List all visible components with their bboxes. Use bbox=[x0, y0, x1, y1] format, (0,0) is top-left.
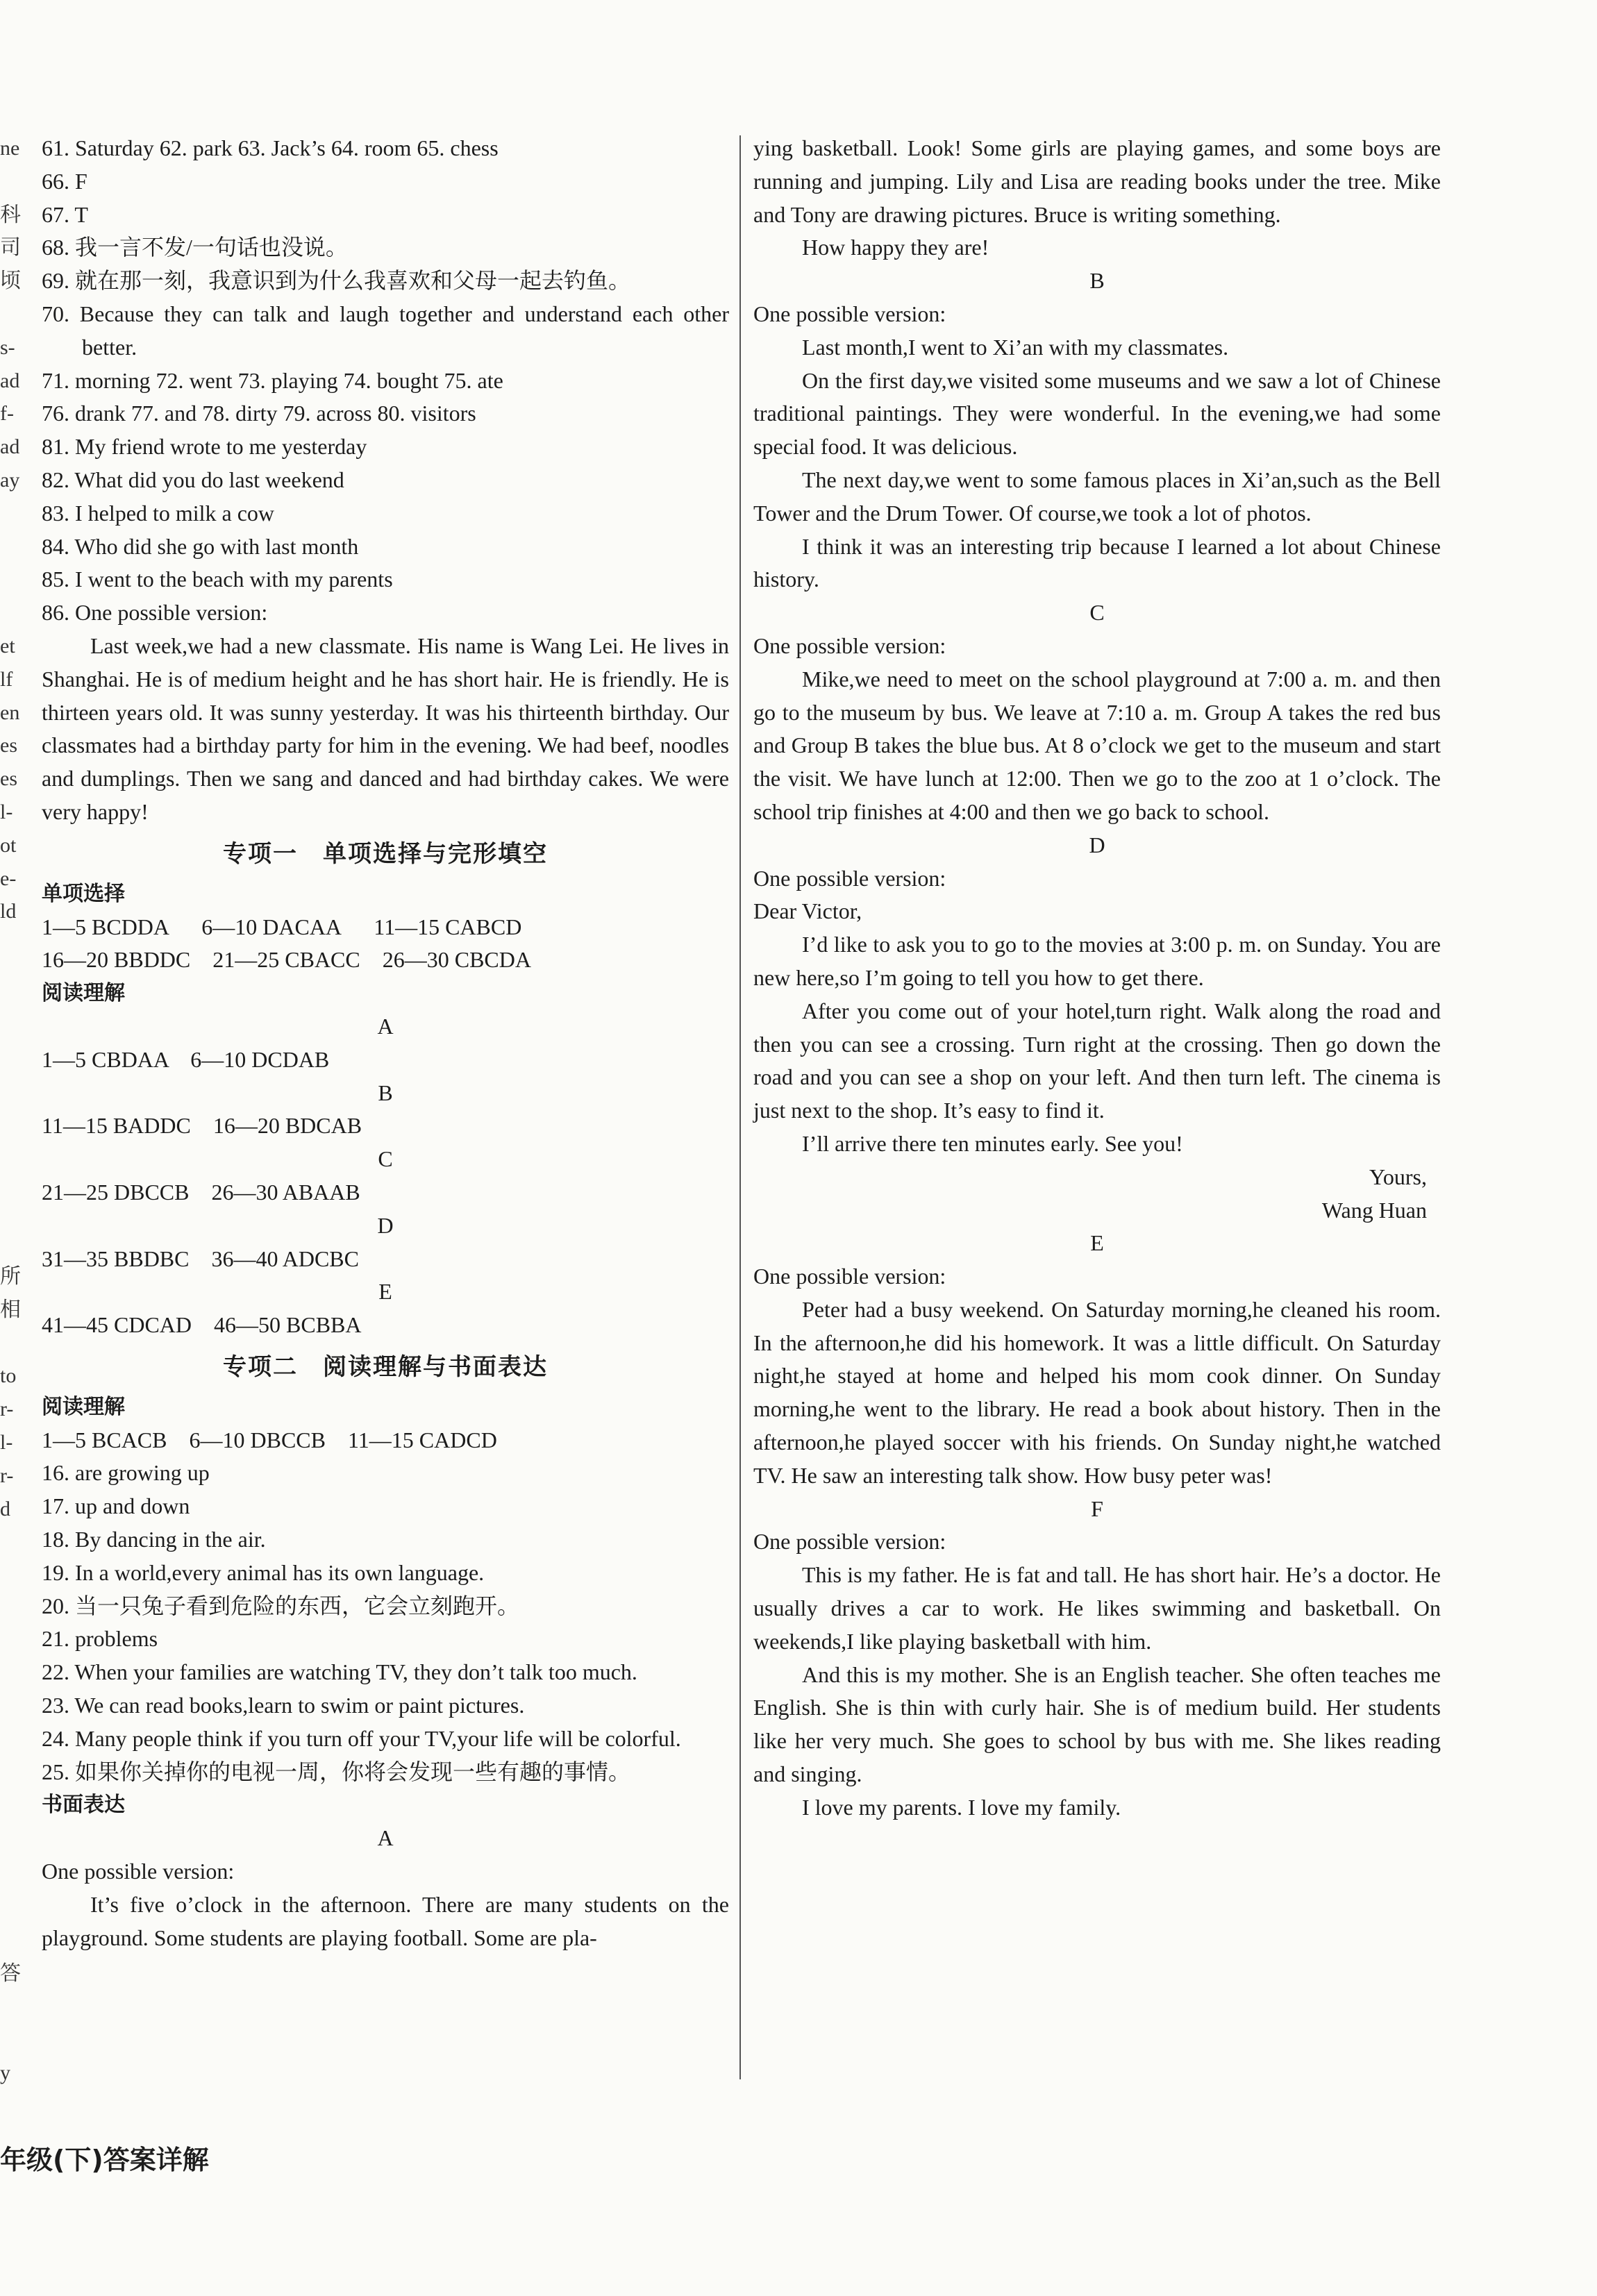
writing-f-paragraph: This is my father. He is fat and tall. He has short hair. He’s a doctor. He usually drives a car to work. He likes swimming and basketball. On weekends,I like playing basketball with him. bbox=[753, 1562, 1441, 1654]
answer-83: 83. I helped to milk a cow bbox=[42, 500, 275, 526]
writing-b-paragraph: The next day,we went to some famous places in Xi’an,such as the Bell Tower and the Drum Tower. Of course,we took a lot of photos. bbox=[753, 467, 1441, 526]
writing-d-paragraph: After you come out of your hotel,turn right. Walk along the road and then you can see a crossing. Turn right at the crossing. Then go down the road and you can see a shop on your left. And then turn left. The cinema is just next to the shop. It’s easy to find it. bbox=[753, 998, 1441, 1123]
essay-86: Last week,we had a new classmate. His name is Wang Lei. He lives in Shanghai. He is of medium height and he has short hair. He is friendly. He is thirteen years old. It was sunny yesterday. It was his thirteenth birthday. Our classmates had a birthday party for him in the evening. We had beef, noodles and dumplings. Then we sang and danced and had birthday cakes. We were very happy! bbox=[42, 632, 729, 824]
writing-f-intro: One possible version: bbox=[753, 1529, 946, 1555]
page-footer-title: 年级(下)答案详解 bbox=[0, 2145, 209, 2175]
section-2-title: 专项二 阅读理解与书面表达 bbox=[223, 1352, 548, 1381]
edge-fragment bbox=[0, 1028, 18, 1062]
answer-row-61-65: 61. Saturday 62. park 63. Jack’s 64. room 65. chess bbox=[42, 135, 499, 160]
answer-86-label: 86. One possible version: bbox=[42, 600, 268, 626]
column-divider bbox=[739, 135, 741, 2079]
writing-a-intro: One possible version: bbox=[42, 1859, 235, 1884]
edge-fragment bbox=[0, 1991, 18, 2024]
edge-fragment bbox=[0, 1891, 18, 1924]
edge-fragment bbox=[0, 1094, 18, 1128]
writing-b-paragraph: Last month,I went to Xi’an with my classmates. bbox=[802, 334, 1229, 360]
section-1-mc-row: 1—5 BCDDA 6—10 DACAA 11—15 CABCD bbox=[42, 914, 522, 939]
answer-19: 19. In a world,every animal has its own language. bbox=[42, 1559, 485, 1585]
writing-d-intro: One possible version: bbox=[753, 865, 946, 891]
edge-fragment bbox=[0, 928, 18, 962]
answer-84: 84. Who did she go with last month bbox=[42, 533, 359, 559]
reading-group-letter: E bbox=[378, 1279, 392, 1305]
answer-16: 16. are growing up bbox=[42, 1460, 210, 1486]
reading-group-row: 21—25 DBCCB 26—30 ABAAB bbox=[42, 1179, 360, 1205]
edge-fragment: l- bbox=[0, 1431, 13, 1455]
edge-fragment bbox=[0, 298, 18, 331]
edge-fragment: 司 bbox=[0, 236, 21, 260]
writing-d-paragraph: I’ll arrive there ten minutes early. See you! bbox=[802, 1130, 1183, 1156]
answer-18: 18. By dancing in the air. bbox=[42, 1527, 266, 1552]
edge-fragment: ad bbox=[0, 435, 20, 459]
edge-fragment bbox=[0, 1525, 18, 1559]
answer-25: 25. 如果你关掉你的电视一周，你将会发现一些有趣的事情。 bbox=[42, 1759, 631, 1784]
edge-fragment: en bbox=[0, 701, 20, 724]
writing-e-letter: E bbox=[1090, 1230, 1104, 1256]
edge-fragment bbox=[0, 1659, 18, 1692]
edge-fragment: 顷 bbox=[0, 269, 21, 293]
edge-fragment bbox=[0, 1924, 18, 1957]
writing-f-paragraph: And this is my mother. She is an English teacher. She often teaches me English. She is thin with curly hair. She is of medium build. Her students like her very much. She goes to school by bus with me. She likes reading and singing. bbox=[753, 1661, 1441, 1787]
reading-group-letter: B bbox=[378, 1080, 393, 1105]
section-2-reading-title: 阅读理解 bbox=[42, 1394, 125, 1419]
section-2-row-1-15: 1—5 BCACB 6—10 DBCCB 11—15 CADCD bbox=[42, 1427, 497, 1452]
edge-fragment: ld bbox=[0, 900, 17, 923]
edge-fragment: r- bbox=[0, 1464, 14, 1487]
edge-fragment bbox=[0, 1625, 18, 1659]
edge-fragment bbox=[0, 1592, 18, 1625]
answer-70: 70. Because they can talk and laugh together and understand each other better. bbox=[42, 301, 729, 360]
edge-fragment: ay bbox=[0, 468, 20, 492]
reading-group-row: 31—35 BBDBC 36—40 ADCBC bbox=[42, 1246, 359, 1271]
reading-group-letter: C bbox=[378, 1146, 393, 1172]
edge-fragment bbox=[0, 1758, 18, 1791]
answer-20: 20. 当一只兔子看到危险的东西，它会立刻跑开。 bbox=[42, 1593, 520, 1618]
edge-fragment bbox=[0, 1161, 18, 1194]
edge-fragment bbox=[0, 1559, 18, 1592]
edge-fragment bbox=[0, 1194, 18, 1227]
edge-fragment bbox=[0, 2023, 18, 2056]
edge-fragment: ot bbox=[0, 833, 17, 857]
writing-d-paragraph: I’d like to ask you to go to the movies at 3:00 p. m. on Sunday. You are new here,so I’m going to tell you how to get there. bbox=[753, 932, 1441, 990]
letter-closing: Yours, bbox=[1369, 1164, 1427, 1189]
answer-68: 68. 我一言不发/一句话也没说。 bbox=[42, 235, 348, 260]
edge-fragment bbox=[0, 1791, 18, 1825]
section-1-mc-row: 16—20 BBDDC 21—25 CBACC 26—30 CBCDA bbox=[42, 947, 531, 973]
edge-fragment: 相 bbox=[0, 1298, 21, 1321]
writing-f-paragraph: I love my parents. I love my family. bbox=[802, 1794, 1121, 1820]
edge-fragment bbox=[0, 1857, 18, 1891]
writing-f-letter: F bbox=[1091, 1495, 1103, 1521]
edge-fragment bbox=[0, 530, 18, 564]
left-column bbox=[42, 132, 729, 1954]
answer-row-76-80: 76. drank 77. and 78. dirty 79. across 80. visitors bbox=[42, 401, 476, 426]
writing-a-ending: How happy they are! bbox=[802, 235, 989, 260]
answer-81: 81. My friend wrote to me yesterday bbox=[42, 434, 367, 460]
writing-a-letter: A bbox=[377, 1825, 394, 1851]
writing-e-paragraph: Peter had a busy weekend. On Saturday morning,he cleaned his room. In the afternoon,he did his homework. It was a little difficult. On Saturday night,he stayed at home and helped his mom cook dinner. On Sunday morning,he went to the library. He read a book about history. Then in the afternoon,he played soccer with his friends. On Sunday night,he watched TV. He saw an interesting talk show. How busy peter was! bbox=[753, 1296, 1441, 1488]
section-1-reading-title: 阅读理解 bbox=[42, 981, 125, 1006]
answer-69: 69. 就在那一刻，我意识到为什么我喜欢和父母一起去钓鱼。 bbox=[42, 268, 631, 294]
answer-21: 21. problems bbox=[42, 1626, 158, 1652]
right-column bbox=[753, 132, 1441, 1825]
answer-66: 66. F bbox=[42, 168, 87, 194]
edge-fragment: ad bbox=[0, 369, 20, 392]
edge-fragment bbox=[0, 1825, 18, 1858]
edge-fragment bbox=[0, 563, 18, 596]
edge-fragment bbox=[0, 1128, 18, 1161]
edge-fragment bbox=[0, 1725, 18, 1758]
letter-greeting: Dear Victor, bbox=[753, 898, 862, 924]
reading-group-letter: D bbox=[377, 1212, 394, 1238]
cropped-edge-text bbox=[0, 132, 21, 2090]
edge-fragment bbox=[0, 1227, 18, 1260]
section-1-mc-title: 单项选择 bbox=[42, 881, 125, 906]
edge-fragment: lf bbox=[0, 667, 13, 691]
edge-fragment: 答 bbox=[0, 1961, 21, 1985]
edge-fragment: y bbox=[0, 2061, 10, 2085]
edge-fragment: es bbox=[0, 767, 17, 791]
writing-d-letter: D bbox=[1089, 832, 1105, 857]
writing-c-intro: One possible version: bbox=[753, 632, 946, 658]
answer-85: 85. I went to the beach with my parents bbox=[42, 567, 393, 592]
edge-fragment bbox=[0, 497, 18, 530]
edge-fragment: f- bbox=[0, 402, 14, 426]
edge-fragment bbox=[0, 1691, 18, 1725]
edge-fragment bbox=[0, 995, 18, 1028]
edge-fragment: s- bbox=[0, 335, 15, 359]
edge-fragment: d bbox=[0, 1497, 10, 1520]
writing-b-intro: One possible version: bbox=[753, 301, 946, 326]
writing-title: 书面表达 bbox=[42, 1793, 125, 1818]
edge-fragment bbox=[0, 596, 18, 630]
writing-b-letter: B bbox=[1089, 268, 1105, 294]
edge-fragment: 科 bbox=[0, 203, 21, 226]
writing-b-paragraph: I think it was an interesting trip because I learned a lot about Chinese history. bbox=[753, 533, 1441, 592]
reading-group-row: 11—15 BADDC 16—20 BDCAB bbox=[42, 1113, 362, 1139]
writing-c-letter: C bbox=[1089, 600, 1105, 626]
reading-group-letter: A bbox=[377, 1013, 394, 1039]
reading-group-row: 41—45 CDCAD 46—50 BCBBA bbox=[42, 1312, 362, 1338]
reading-group-row: 1—5 CBDAA 6—10 DCDAB bbox=[42, 1046, 330, 1072]
answer-23: 23. We can read books,learn to swim or paint pictures. bbox=[42, 1693, 525, 1718]
edge-fragment bbox=[0, 165, 18, 199]
writing-c-paragraph: Mike,we need to meet on the school playground at 7:00 a. m. and then go to the museum by bus. We leave at 7:10 a. m. Group A takes the red bus and Group B takes the blue bus. At 8 o’clock we get to the museum and start the visit. We have lunch at 12:00. Then we go to the zoo at 1 o’clock. The school trip finishes at 4:00 and then we go back to school. bbox=[753, 666, 1441, 824]
edge-fragment: et bbox=[0, 634, 15, 657]
writing-b-paragraph: On the first day,we visited some museums and we saw a lot of Chinese traditional paintings. They were wonderful. In the evening,we had some special food. It was delicious. bbox=[753, 367, 1441, 460]
edge-fragment: ne bbox=[0, 137, 20, 160]
letter-signature: Wang Huan bbox=[1321, 1197, 1427, 1223]
writing-e-intro: One possible version: bbox=[753, 1264, 946, 1289]
writing-a-continued: ying basketball. Look! Some girls are playing games, and some boys are running and jumping. Lily and Lisa are reading books under the tree. Mike and Tony are drawing pictures. Bruce is writing something. bbox=[753, 135, 1441, 227]
edge-fragment: es bbox=[0, 734, 17, 757]
writing-a-paragraph: It’s five o’clock in the afternoon. There are many students on the playground. Some students are playing football. Some are pla- bbox=[42, 1891, 729, 1950]
edge-fragment bbox=[0, 1327, 18, 1360]
edge-fragment: l- bbox=[0, 800, 13, 823]
section-1-title: 专项一 单项选择与完形填空 bbox=[223, 839, 548, 868]
answer-67: 67. T bbox=[42, 201, 88, 227]
answer-24: 24. Many people think if you turn off your TV,your life will be colorful. bbox=[42, 1725, 681, 1751]
edge-fragment: to bbox=[0, 1364, 17, 1388]
edge-fragment bbox=[0, 962, 18, 995]
edge-fragment: r- bbox=[0, 1398, 14, 1421]
edge-fragment: 所 bbox=[0, 1265, 21, 1289]
answer-row-71-75: 71. morning 72. went 73. playing 74. bought 75. ate bbox=[42, 367, 503, 393]
answer-22: 22. When your families are watching TV, they don’t talk too much. bbox=[42, 1659, 637, 1685]
edge-fragment bbox=[0, 1061, 18, 1094]
answer-82: 82. What did you do last weekend bbox=[42, 467, 344, 492]
edge-fragment: e- bbox=[0, 866, 17, 890]
answer-17: 17. up and down bbox=[42, 1493, 190, 1519]
